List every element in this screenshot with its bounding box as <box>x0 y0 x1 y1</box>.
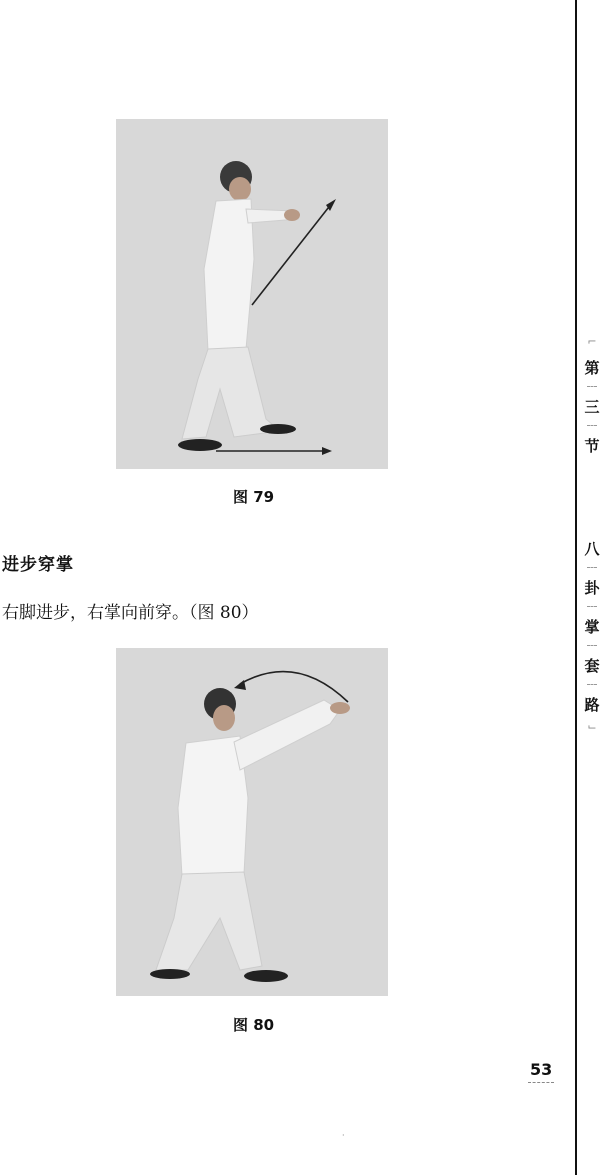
sidebar-char: 节 <box>584 437 600 455</box>
sidebar-char: 八 <box>584 540 600 558</box>
figure-79-illustration <box>116 119 388 469</box>
section-body-text: 右脚进步，右掌向前穿。（图 80） <box>2 603 259 623</box>
figure-80-photo <box>116 648 388 996</box>
divider <box>587 567 597 569</box>
divider <box>587 645 597 647</box>
figure-79-photo <box>116 119 388 469</box>
sidebar-char: 路 <box>584 696 600 714</box>
divider <box>587 386 597 388</box>
margin-rule <box>575 0 577 1175</box>
sidebar-char: 第 <box>584 359 600 377</box>
figure-79-caption: 图 79 <box>233 488 275 506</box>
corner-ornament-icon: ⌙ <box>587 720 597 733</box>
divider <box>587 425 597 427</box>
sidebar-char: 三 <box>584 398 600 416</box>
figure-80-illustration <box>116 648 388 996</box>
sidebar-section-title <box>582 336 602 454</box>
sidebar-char: 卦 <box>584 579 600 597</box>
sidebar-char: 掌 <box>584 618 600 636</box>
section-heading: 进步穿掌 <box>2 555 74 575</box>
divider <box>587 684 597 686</box>
corner-ornament-icon: ⌐ <box>587 335 597 348</box>
page-number-underline <box>528 1082 554 1083</box>
sidebar-char: 套 <box>584 657 600 675</box>
divider <box>587 606 597 608</box>
print-speck: · <box>342 1131 345 1140</box>
page-number: 53 <box>530 1060 553 1079</box>
sidebar-chapter-title <box>582 542 602 732</box>
figure-80-caption: 图 80 <box>233 1016 275 1034</box>
